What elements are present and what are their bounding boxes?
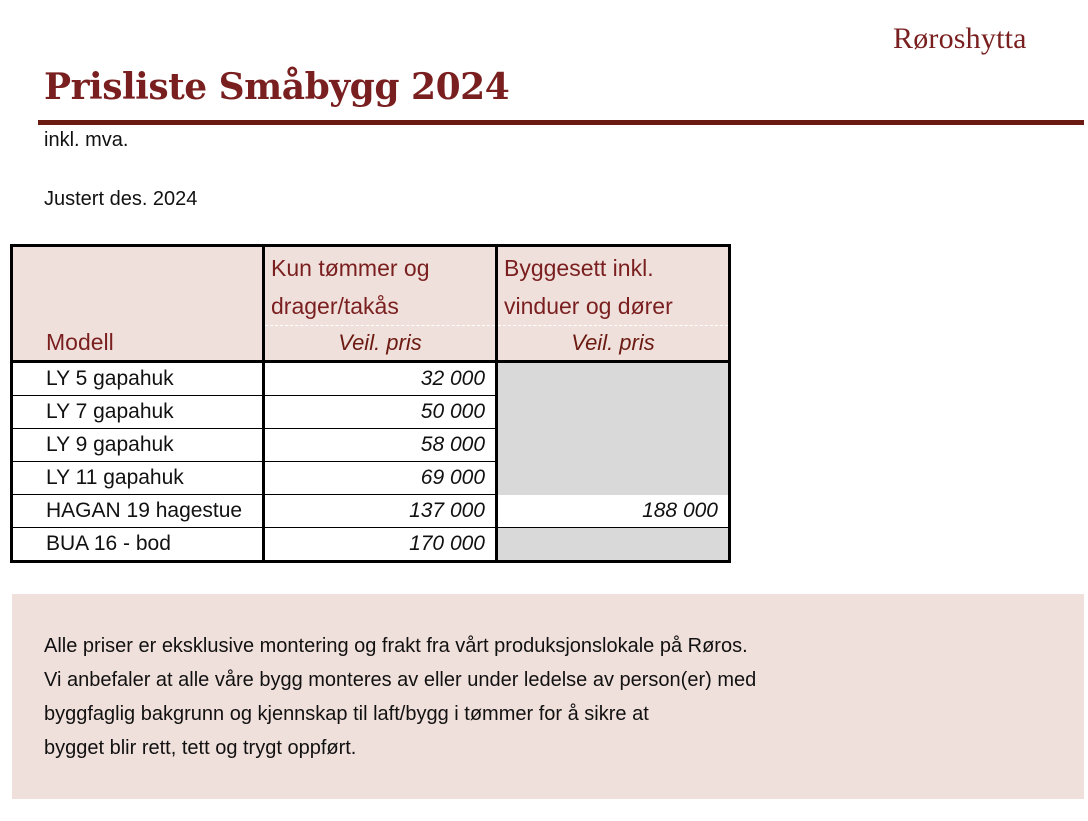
subheader-price-kit: Veil. pris	[497, 326, 730, 362]
table-header-row	[12, 246, 730, 326]
table-row	[12, 528, 730, 562]
model-name: BUA 16 - bod	[12, 528, 264, 562]
model-name: LY 7 gapahuk	[12, 396, 264, 429]
subheader-price-timber: Veil. pris	[264, 326, 497, 362]
price-kit-unavailable	[497, 462, 730, 495]
adjusted-date: Justert des. 2024	[44, 188, 198, 210]
price-kit-unavailable	[497, 396, 730, 429]
title-divider	[38, 120, 1084, 125]
model-name: LY 5 gapahuk	[12, 362, 264, 396]
price-timber: 58 000	[264, 429, 497, 462]
disclaimer-box	[12, 594, 1084, 799]
disclaimer-line: Alle priser er eksklusive montering og frakt fra vårt produksjonslokale på Røros.	[44, 635, 748, 657]
price-timber: 137 000	[264, 495, 497, 528]
header-building-kit: Byggesett inkl. vinduer og dører	[497, 246, 730, 326]
vat-note: inkl. mva.	[44, 129, 129, 151]
disclaimer-text	[44, 629, 756, 765]
model-name: LY 11 gapahuk	[12, 462, 264, 495]
table-row	[12, 495, 730, 528]
price-timber: 50 000	[264, 396, 497, 429]
price-kit-unavailable	[497, 429, 730, 462]
price-kit-unavailable	[497, 362, 730, 396]
header-model: Modell	[12, 246, 264, 362]
price-timber: 32 000	[264, 362, 497, 396]
disclaimer-line: Vi anbefaler at alle våre bygg monteres av eller under ledelse av person(er) med	[44, 669, 757, 691]
disclaimer-line: bygget blir rett, tett og trygt oppført.	[44, 737, 357, 759]
brand-logo: Røroshytta	[893, 22, 1027, 55]
price-timber: 170 000	[264, 528, 497, 562]
table-row	[12, 429, 730, 462]
disclaimer-line: byggfaglig bakgrunn og kjennskap til laft/bygg i tømmer for å sikre at	[44, 703, 649, 725]
page-title: Prisliste Småbygg 2024	[44, 66, 510, 108]
price-table	[10, 244, 731, 563]
price-timber: 69 000	[264, 462, 497, 495]
table-row	[12, 362, 730, 396]
model-name: LY 9 gapahuk	[12, 429, 264, 462]
table-row	[12, 462, 730, 495]
header-timber-only: Kun tømmer og drager/takås	[264, 246, 497, 326]
model-name: HAGAN 19 hagestue	[12, 495, 264, 528]
table-row	[12, 396, 730, 429]
price-kit-unavailable	[497, 528, 730, 562]
price-kit: 188 000	[497, 495, 730, 528]
